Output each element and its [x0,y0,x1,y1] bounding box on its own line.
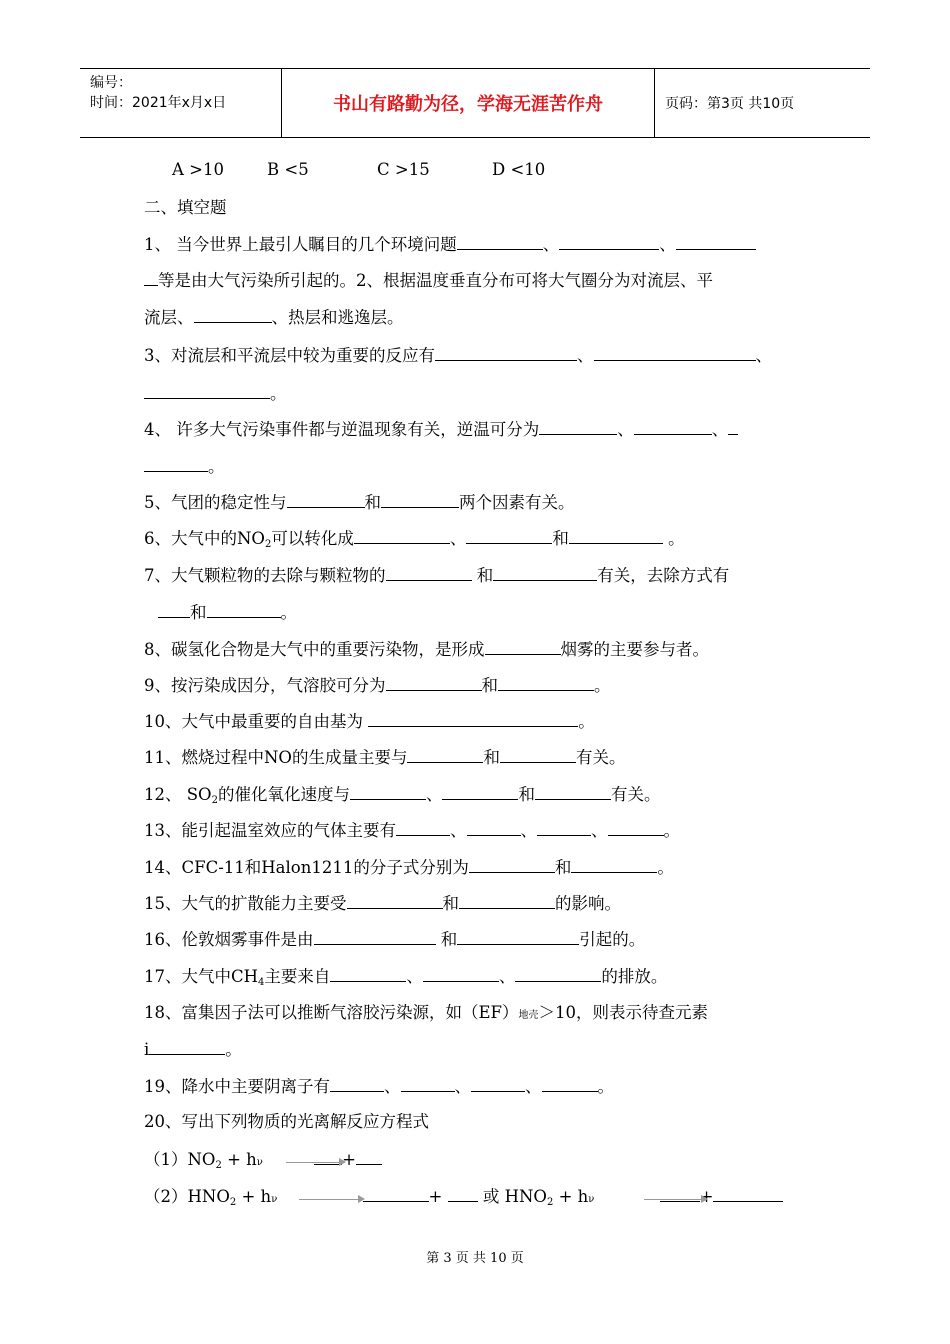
arrow-icon [286,1152,344,1163]
option-d: D <10 [492,160,546,179]
question-6: 6、大气中的$NO_2$可以转化成 、 和 。 [144,525,685,551]
question-9: 9、按污染成因分，气溶胶可分为 和 。 [144,672,611,698]
option-a: A >10 [172,160,224,179]
page-info: 页码：第3页 共10页 [665,96,795,112]
motto: 书山有路勤为径，学海无涯苦作舟 [282,69,655,137]
question-17: 17、大气中$CH_4$主要来自 、 、 的排放。 [144,963,667,989]
question-4-line-2: 。 [144,453,225,479]
question-18-line-1: 18、富集因子法可以推断气溶胶污染源，如（EF）地壳＞10，则表示待查元素 [144,1003,708,1022]
question-18-line-2: i 。 [144,1036,242,1062]
section-title: 二、填空题 [144,198,227,217]
option-c: C >15 [377,160,430,179]
question-11: 11、燃烧过程中NO的生成量主要与 和 有关。 [144,744,625,770]
question-10: 10、大气中最重要的自由基为 。 [144,708,595,734]
page-footer: 第 3 页 共 10 页 [426,1251,524,1266]
number-label: 编号： [90,75,132,91]
question-7-line-1: 7、大气颗粒物的去除与颗粒物的 和 有关，去除方式有 [144,562,729,588]
question-1-line-1: 1、 当今世界上最引人瞩目的几个环境问题 、 、 [144,231,756,257]
arrow-icon [644,1189,706,1200]
question-3-line-2: 。 [144,380,287,406]
question-16: 16、伦敦烟雾事件是由 和 引起的。 [144,926,645,952]
question-14: 14、CFC-11和Halon1211的分子式分别为 和 。 [144,854,674,880]
time-label: 时间：2021年x月x日 [90,95,227,111]
question-19: 19、降水中主要阴离子有 、 、 、 。 [144,1073,614,1099]
question-15: 15、大气的扩散能力主要受 和 的影响。 [144,890,621,916]
question-3-line-1: 3、对流层和平流层中较为重要的反应有 、 、 [144,342,772,368]
question-2-line: 流层、 、热层和逃逸层。 [144,304,404,330]
question-4-line-1: 4、 许多大气污染事件都与逆温现象有关，逆温可分为 、 、 [144,416,738,442]
question-12: 12、 $SO_2$的催化氧化速度与 、 和 有关。 [144,781,660,807]
question-7-line-2: 和 。 [158,599,297,625]
question-20: 20、写出下列物质的光离解反应方程式 [144,1112,429,1131]
question-5: 5、气团的稳定性与 和 两个因素有关。 [144,489,575,515]
arrow-icon [299,1189,363,1200]
options-line [172,157,545,183]
header-meta [80,69,282,137]
equation-2: $(2)HNO_2 + h\nu$ + 或 $HNO_2 + h\nu$ + [144,1183,783,1209]
question-13: 13、能引起温室效应的气体主要有 、 、 、 。 [144,817,680,843]
page-header [80,68,870,138]
option-b: B <5 [267,160,309,179]
question-8: 8、碳氢化合物是大气中的重要污染物，是形成 烟雾的主要参与者。 [144,636,709,662]
question-1-line-2: 等是由大气污染所引起的。2、根据温度垂直分布可将大气圈分为对流层、平 [144,267,713,293]
equation-1: $(1)NO_2 + h\nu$ + [144,1146,382,1172]
